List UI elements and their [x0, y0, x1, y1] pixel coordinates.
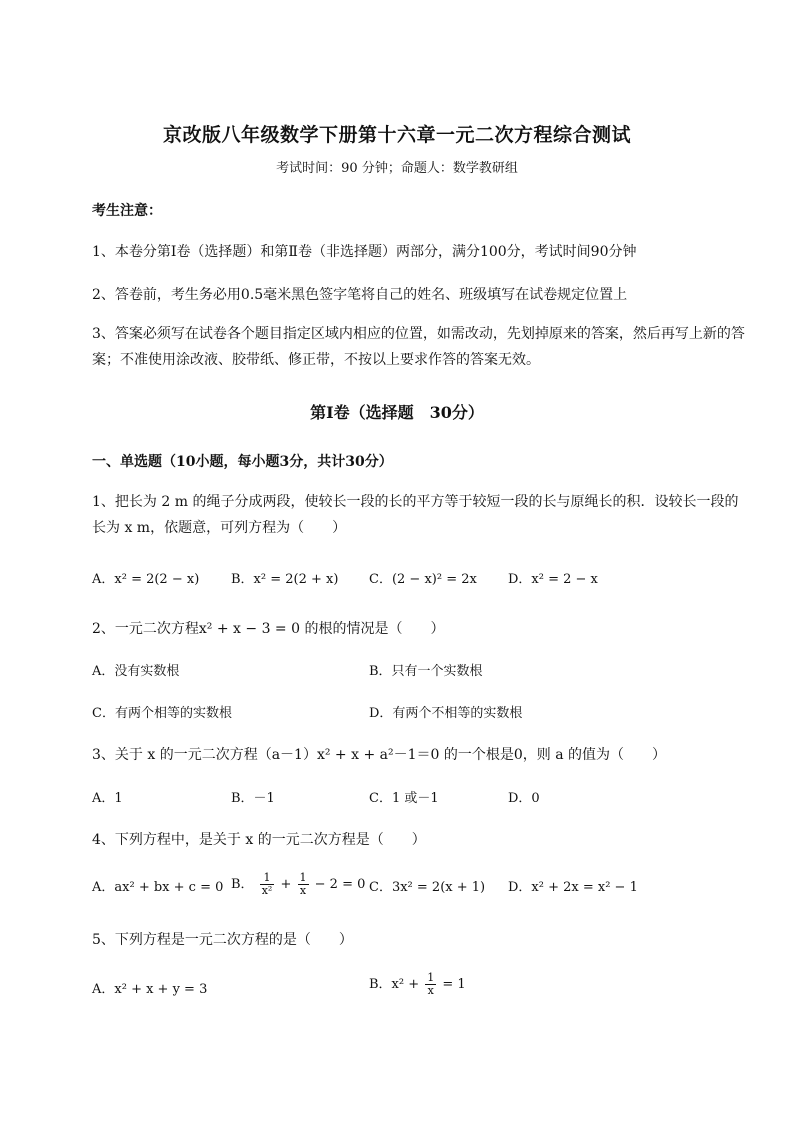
section-title: 第Ⅰ卷（选择题 30分） — [310, 403, 484, 422]
q4-option-b-fraction-2 — [298, 872, 309, 897]
question-2-options-row1 — [92, 660, 712, 684]
question-3-stem: 3、关于 x 的一元二次方程（a－1）x² + x + a²－1＝0 的一个根是0，则 a 的值为（ ） — [92, 747, 666, 763]
notice-heading: 考生注意： — [92, 203, 162, 219]
q2-option-d[interactable]: D．有两个不相等的实数根 — [369, 706, 523, 721]
fraction-numerator: 1 — [260, 872, 275, 885]
notice-item-1: 1、本卷分第Ⅰ卷（选择题）和第Ⅱ卷（非选择题）两部分，满分100分，考试时间90分钟 — [92, 244, 637, 260]
q5-option-b[interactable] — [369, 972, 466, 997]
question-4-stem: 4、下列方程中，是关于 x 的一元二次方程是（ ） — [92, 832, 426, 848]
q1-option-b[interactable]: B．x² = 2(2 + x) — [231, 572, 339, 587]
q4-option-b-prefix: B． — [231, 877, 254, 892]
question-5-stem: 5、下列方程是一元二次方程的是（ ） — [92, 932, 353, 948]
q4-option-b[interactable] — [231, 872, 365, 897]
fraction-denominator: x — [427, 984, 434, 997]
question-4-options — [92, 872, 712, 904]
q4-option-d[interactable]: D．x² + 2x = x² − 1 — [508, 880, 638, 895]
q3-option-d[interactable]: D．0 — [508, 791, 540, 806]
fraction-denominator: x² — [261, 884, 273, 897]
question-2-stem: 2、一元二次方程x² + x − 3 = 0 的根的情况是（ ） — [92, 621, 445, 637]
question-2-options-row2 — [92, 702, 712, 726]
fraction-numerator: 1 — [427, 971, 435, 984]
q3-option-a[interactable]: A．1 — [92, 791, 123, 806]
q4-option-a[interactable]: A．ax² + bx + c = 0 — [92, 880, 224, 895]
plus-sign: + — [280, 877, 296, 892]
part-heading: 一、单选题（10小题，每小题3分，共计30分） — [92, 454, 393, 470]
q4-option-b-suffix: − 2 = 0 — [314, 877, 366, 892]
q5-option-a[interactable]: A．x² + x + y = 3 — [92, 982, 208, 997]
q3-option-c[interactable]: C．1 或－1 — [369, 791, 439, 806]
q2-option-c[interactable]: C．有两个相等的实数根 — [92, 706, 232, 721]
q5-option-b-suffix: = 1 — [442, 977, 466, 992]
notice-item-3: 3、答案必须写在试卷各个题目指定区域内相应的位置，如需改动，先划掉原来的答案，然后再写上新的答案；不准使用涂改液、胶带纸、修正带，不按以上要求作答的答案无效。 — [92, 326, 745, 368]
q1-option-c[interactable]: C．(2 − x)² = 2x — [369, 572, 477, 587]
notice-item-2: 2、答卷前，考生务必用0.5毫米黑色签字笔将自己的姓名、班级填写在试卷规定位置上 — [92, 287, 628, 303]
question-1-stem: 1、把长为 2 m 的绳子分成两段，使较长一段的长的平方等于较短一段的长与原绳长的积．设较长一段的长为 x m，依题意，可列方程为（ ） — [92, 494, 739, 536]
q2-option-a[interactable]: A．没有实数根 — [92, 664, 180, 679]
q5-option-b-fraction — [425, 972, 436, 997]
q5-option-b-prefix: B．x² + — [369, 977, 424, 992]
fraction-denominator: x — [299, 884, 307, 897]
question-1-options — [92, 568, 712, 592]
q1-option-d[interactable]: D．x² = 2 − x — [508, 572, 598, 587]
q1-option-a[interactable]: A．x² = 2(2 − x) — [92, 572, 200, 587]
fraction-numerator: 1 — [299, 871, 307, 884]
q2-option-b[interactable]: B．只有一个实数根 — [369, 664, 483, 679]
question-5-options — [92, 972, 712, 1004]
page-title: 京改版八年级数学下册第十六章一元二次方程综合测试 — [162, 124, 631, 146]
q4-option-c[interactable]: C．3x² = 2(x + 1) — [369, 880, 486, 895]
exam-subtitle: 考试时间：90 分钟；命题人：数学教研组 — [276, 161, 518, 176]
question-3-options — [92, 787, 712, 811]
q4-option-b-fraction-1 — [260, 872, 275, 897]
q3-option-b[interactable]: B．－1 — [231, 791, 275, 806]
